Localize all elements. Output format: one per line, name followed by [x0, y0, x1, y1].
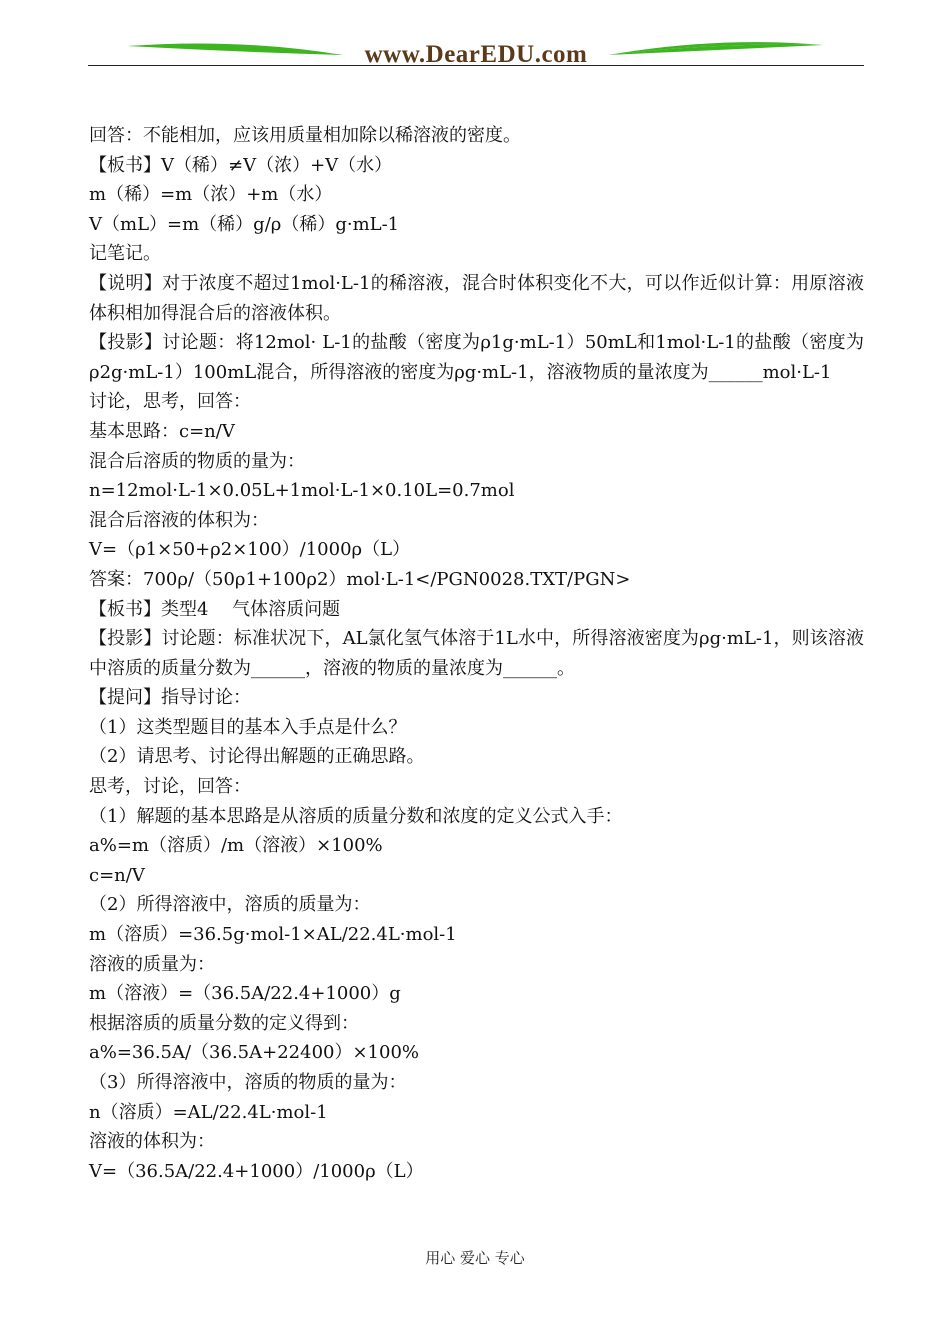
text-line: 混合后溶质的物质的量为： — [89, 450, 305, 472]
text-line: 回答：不能相加，应该用质量相加除以稀溶液的密度。 — [89, 125, 521, 146]
page-footer: 用心 爱心 专心 — [425, 1249, 525, 1267]
text-line: （2）所得溶液中，溶质的质量为： — [89, 894, 371, 916]
header-divider — [88, 65, 864, 66]
text-line: 【提问】指导讨论： — [89, 687, 251, 709]
text-line: 【板书】类型4 气体溶质问题 — [89, 598, 341, 620]
text-line: （2）请思考、讨论得出解题的正确思路。 — [89, 746, 425, 768]
text-line: 溶液的体积为： — [89, 1131, 215, 1153]
text-line: a%=36.5A/（36.5A+22400）×100% — [89, 1042, 420, 1064]
text-line: 讨论，思考，回答： — [89, 391, 251, 413]
text-line: n=12mol·L-1×0.05L+1mol·L-1×0.10L=0.7mol — [89, 480, 515, 502]
text-line: m（溶液）=（36.5A/22.4+1000）g — [89, 983, 401, 1005]
text-line: 【板书】V（稀）≠V（浓）+V（水） — [89, 154, 393, 176]
text-line: n（溶质）=AL/22.4L·mol-1 — [89, 1101, 328, 1123]
site-logo[interactable]: www.DearEDU.com — [364, 41, 588, 68]
text-line: V=（36.5A/22.4+1000）/1000ρ（L） — [89, 1160, 424, 1182]
text-line: m（稀）=m（浓）+m（水） — [89, 184, 333, 206]
text-line: 思考，讨论，回答： — [89, 776, 251, 798]
text-line: 基本思路：c=n/V — [89, 420, 235, 442]
text-line: （1）这类型题目的基本入手点是什么？ — [89, 716, 407, 738]
text-paragraph: 【投影】讨论题：标准状况下，AL氯化氢气体溶于1L水中，所得溶液密度为ρg·mL-1，则该溶液中溶质的质量分数为______，溶液的物质的量浓度为______。 — [89, 628, 864, 679]
text-line: 答案：700ρ/（50ρ1+100ρ2）mol·L-1</PGN0028.TXT/PGN> — [89, 568, 631, 590]
text-line: c=n/V — [89, 864, 145, 886]
text-line: （1）解题的基本思路是从溶质的质量分数和浓度的定义公式入手： — [89, 805, 623, 827]
text-line: V（mL）=m（稀）g/ρ（稀）g·mL-1 — [89, 213, 400, 235]
text-line: 记笔记。 — [89, 243, 161, 265]
text-line: （3）所得溶液中，溶质的物质的量为： — [89, 1072, 407, 1093]
text-line: V=（ρ1×50+ρ2×100）/1000ρ（L） — [89, 539, 411, 561]
text-line: m（溶质）=36.5g·mol-1×AL/22.4L·mol-1 — [89, 924, 457, 946]
text-line: 混合后溶液的体积为： — [89, 509, 269, 531]
text-paragraph: 【投影】讨论题：将12mol· L-1的盐酸（密度为ρ1g·mL-1）50mL和1mol·L-1的盐酸（密度为ρ2g·mL-1）100mL混合，所得溶液的密度为ρg·mL-1，溶液物质的量浓度为______mol·L-1 — [89, 332, 864, 383]
text-line: 溶液的质量为： — [89, 953, 215, 975]
text-line: 根据溶质的质量分数的定义得到： — [89, 1012, 359, 1034]
text-paragraph: 【说明】对于浓度不超过1mol·L-1的稀溶液，混合时体积变化不大，可以作近似计算：用原溶液体积相加得混合后的溶液体积。 — [89, 272, 864, 324]
document-body — [89, 121, 864, 1186]
text-line: a%=m（溶质）/m（溶液）×100% — [89, 835, 383, 857]
